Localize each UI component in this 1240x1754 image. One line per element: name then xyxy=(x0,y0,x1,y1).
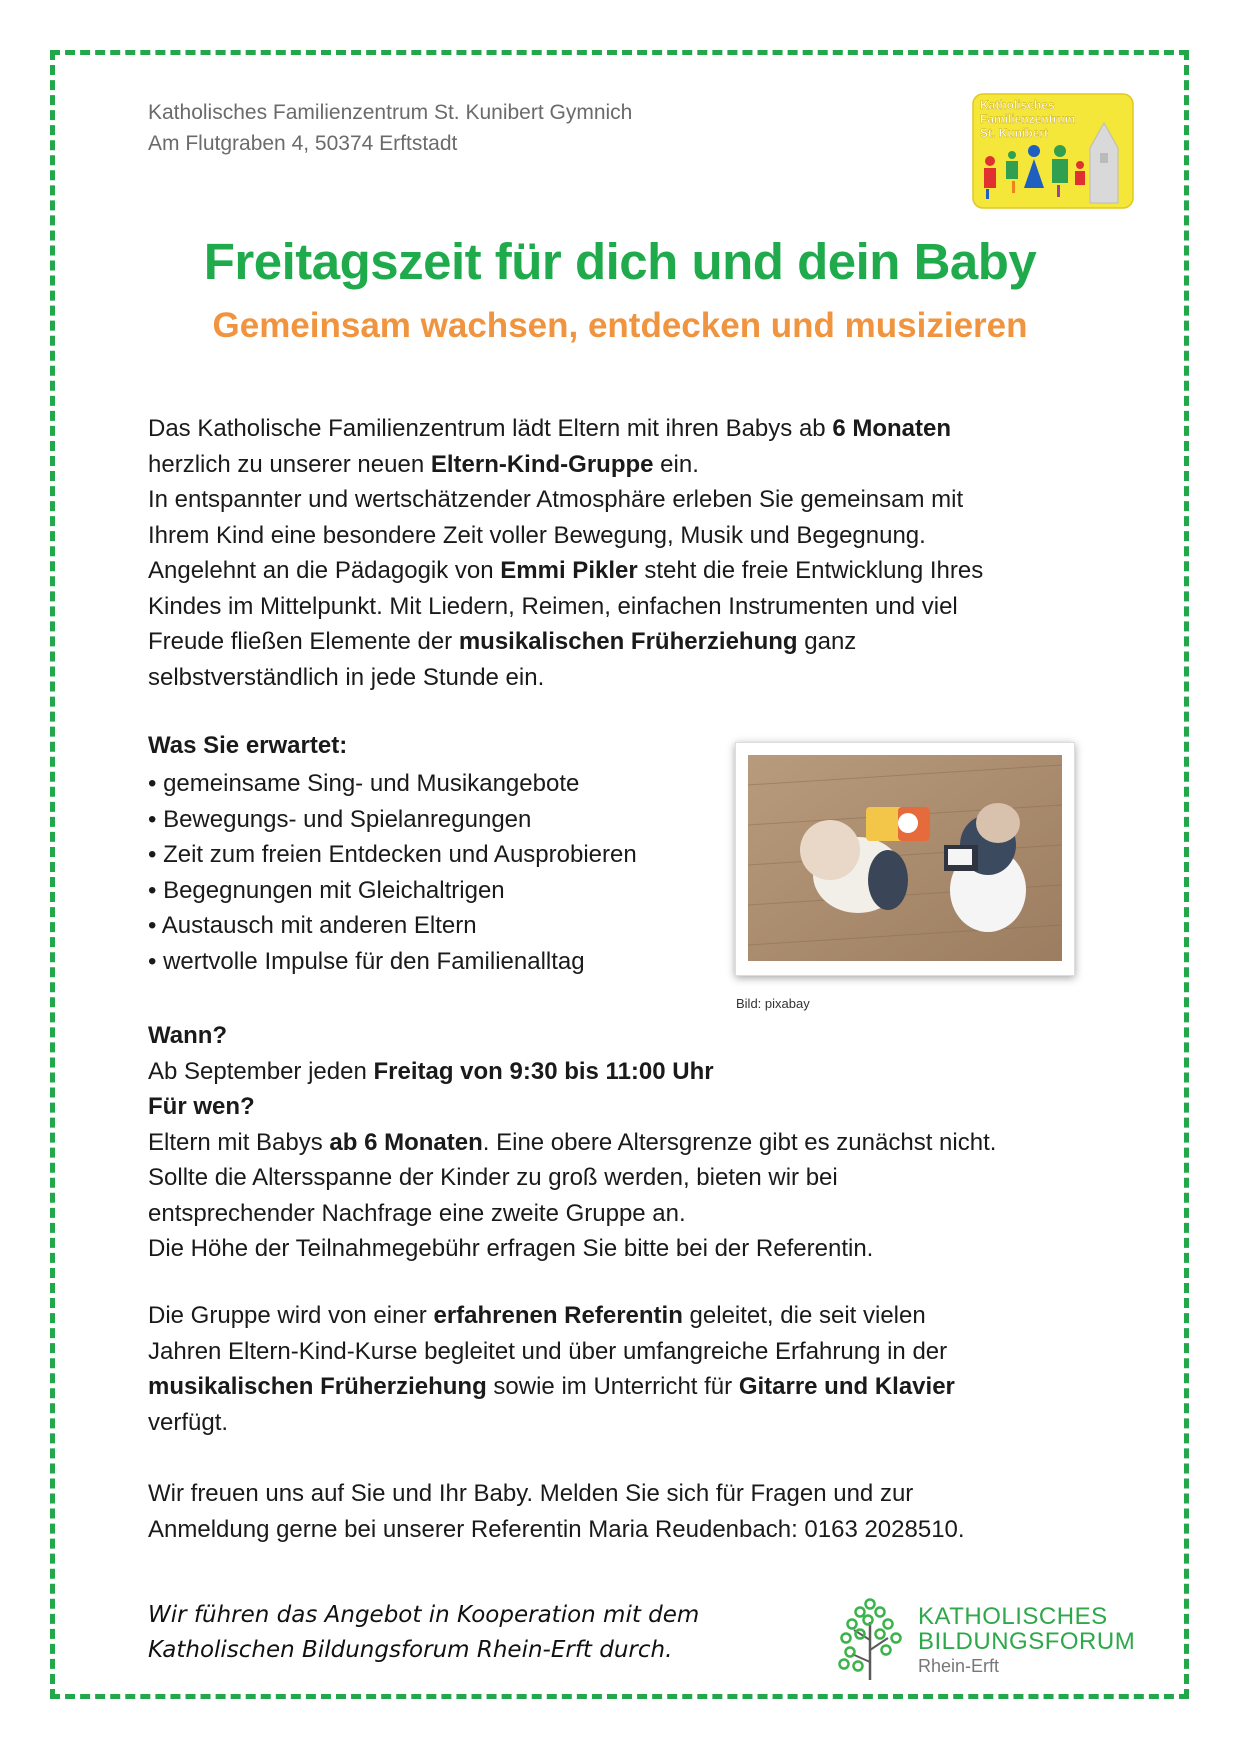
contact-paragraph: Wir freuen uns auf Sie und Ihr Baby. Melden Sie sich für Fragen und zur Anmeldung gerne bei unserer Referentin Maria Reudenbach: 0163 2028510. xyxy=(148,1480,965,1543)
org-address: Am Flutgraben 4, 50374 Erftstadt xyxy=(148,132,458,155)
list-item: • gemeinsame Sing- und Musikangebote xyxy=(148,766,637,802)
intro-paragraph: Das Katholische Familienzentrum lädt Eltern mit ihren Babys ab 6 Monaten herzlich zu unserer neuen Eltern-Kind-Gruppe ein. In entspannter und wertschätzender Atmosphäre erleben Sie gemeinsam mit Ihrem Kind eine besondere Zeit voller Bewegung, Musik und Begegnung. Angelehnt an die Pädagogik von Emmi Pikler steht die freie Entwicklung Ihres Kindes im Mittelpunkt. Mit Liedern, Reimen, einfachen Instrumenten und viel Freude fließen Elemente der musikalischen Früherziehung ganz selbstverständlich in jede Stunde ein. xyxy=(148,415,984,691)
kbf-line2: BILDUNGSFORUM xyxy=(918,1628,1136,1655)
list-item: • Zeit zum freien Entdecken und Ausprobieren xyxy=(148,837,637,873)
list-item: • Austausch mit anderen Eltern xyxy=(148,908,637,944)
who-heading: Für wen? xyxy=(148,1093,255,1120)
babies-photo xyxy=(748,755,1062,961)
schedule-section: Wann? Ab September jeden Freitag von 9:30 bis 11:00 Uhr Für wen? Eltern mit Babys ab 6 Monaten. Eine obere Altersgrenze gibt es zunächst nicht. Sollte die Altersspanne der Kinder zu groß werden, bieten wir bei entsprechender Nachfrage eine zweite Gruppe an. Die Höhe der Teilnahmegebühr erfragen Sie bitte bei der Referentin. xyxy=(148,1022,997,1262)
page-title: Freitagszeit für dich und dein Baby xyxy=(203,233,1037,290)
organization-address xyxy=(148,97,632,159)
referent-paragraph: Die Gruppe wird von einer erfahrenen Referentin geleitet, die seit vielen Jahren Eltern-Kind-Kurse begleitet und über umfangreiche Erfahrung in der musikalischen Früherziehung sowie im Unterricht für Gitarre und Klavier verfügt. xyxy=(148,1302,955,1436)
photo-caption: Bild: pixabay xyxy=(736,996,810,1011)
expect-list xyxy=(148,766,637,979)
page-subtitle: Gemeinsam wachsen, entdecken und musizieren xyxy=(212,306,1028,345)
kbf-region: Rhein-Erft xyxy=(918,1656,1000,1676)
cooperation-note: Wir führen das Angebot in Kooperation mit dem Katholischen Bildungsforum Rhein-Erft durch. xyxy=(148,1602,700,1663)
tree-icon xyxy=(838,1592,908,1682)
org-name: Katholisches Familienzentrum St. Kunibert Gymnich xyxy=(148,101,633,124)
when-heading: Wann? xyxy=(148,1022,228,1049)
logo-text-2: Familienzentrum xyxy=(980,112,1076,126)
list-item: • Bewegungs- und Spielanregungen xyxy=(148,802,637,838)
expect-heading: Was Sie erwartet: xyxy=(148,732,348,759)
kbf-line1: KATHOLISCHES xyxy=(918,1603,1108,1630)
logo-text-1: Katholisches xyxy=(980,98,1055,112)
list-item: • Begegnungen mit Gleichaltrigen xyxy=(148,873,637,909)
list-item: • wertvolle Impulse für den Familienalltag xyxy=(148,944,637,980)
familienzentrum-logo xyxy=(972,93,1134,209)
logo-text-3: St. Kunibert xyxy=(980,126,1048,140)
photo-frame xyxy=(735,742,1075,976)
bildungsforum-logo xyxy=(838,1592,1148,1682)
